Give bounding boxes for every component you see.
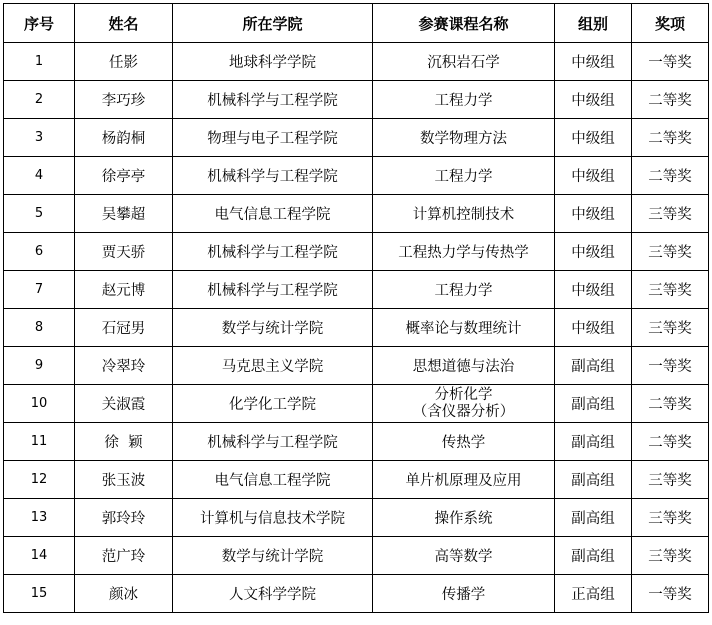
cell-course: 高等数学 [373,537,555,575]
cell-index: 14 [4,537,75,575]
cell-course: 传播学 [373,575,555,613]
cell-course: 概率论与数理统计 [373,309,555,347]
cell-course: 工程力学 [373,271,555,309]
course-line: （含仪器分析） [412,403,515,420]
cell-award: 二等奖 [632,81,709,119]
table-row [4,157,709,195]
cell-course: 思想道德与法治 [373,347,555,385]
cell-course: 操作系统 [373,499,555,537]
cell-college: 地球科学学院 [173,43,373,81]
cell-award: 三等奖 [632,537,709,575]
table-row [4,537,709,575]
cell-index: 6 [4,233,75,271]
cell-group: 正高组 [555,575,632,613]
cell-index: 13 [4,499,75,537]
cell-index: 8 [4,309,75,347]
table-row [4,81,709,119]
cell-name: 石冠男 [75,309,173,347]
cell-college: 人文科学学院 [173,575,373,613]
table-row [4,233,709,271]
cell-course: 传热学 [373,423,555,461]
cell-index: 7 [4,271,75,309]
cell-award: 三等奖 [632,233,709,271]
awards-table-wrapper [3,3,709,613]
table-row [4,575,709,613]
cell-group: 中级组 [555,309,632,347]
table-row [4,423,709,461]
table-row [4,43,709,81]
cell-college: 机械科学与工程学院 [173,271,373,309]
cell-group: 中级组 [555,195,632,233]
cell-award: 三等奖 [632,499,709,537]
cell-index: 15 [4,575,75,613]
cell-award: 二等奖 [632,157,709,195]
table-row [4,499,709,537]
header-award: 奖项 [632,4,709,43]
cell-name: 吴攀超 [75,195,173,233]
cell-college: 机械科学与工程学院 [173,81,373,119]
cell-group: 副高组 [555,461,632,499]
cell-course: 工程力学 [373,157,555,195]
cell-college: 电气信息工程学院 [173,195,373,233]
cell-course: 工程热力学与传热学 [373,233,555,271]
cell-college: 电气信息工程学院 [173,461,373,499]
cell-course: 计算机控制技术 [373,195,555,233]
header-name: 姓名 [75,4,173,43]
cell-name: 杨韵桐 [75,119,173,157]
cell-group: 中级组 [555,43,632,81]
cell-award: 二等奖 [632,119,709,157]
cell-college: 机械科学与工程学院 [173,233,373,271]
table-row [4,309,709,347]
cell-group: 副高组 [555,347,632,385]
cell-index: 9 [4,347,75,385]
cell-award: 一等奖 [632,43,709,81]
cell-group: 副高组 [555,385,632,423]
cell-index: 12 [4,461,75,499]
awards-table [3,3,709,613]
cell-award: 一等奖 [632,347,709,385]
cell-name: 徐亭亭 [75,157,173,195]
cell-college: 计算机与信息技术学院 [173,499,373,537]
cell-college: 机械科学与工程学院 [173,423,373,461]
cell-group: 中级组 [555,157,632,195]
cell-college: 化学化工学院 [173,385,373,423]
table-row [4,195,709,233]
cell-group: 副高组 [555,423,632,461]
cell-group: 中级组 [555,233,632,271]
table-row [4,385,709,423]
cell-course [373,385,555,423]
cell-name: 李巧珍 [75,81,173,119]
cell-name: 赵元博 [75,271,173,309]
cell-index: 1 [4,43,75,81]
cell-name: 贾天骄 [75,233,173,271]
cell-group: 中级组 [555,81,632,119]
cell-group: 副高组 [555,499,632,537]
cell-award: 一等奖 [632,575,709,613]
cell-name: 关淑霞 [75,385,173,423]
cell-index: 10 [4,385,75,423]
header-course: 参赛课程名称 [373,4,555,43]
cell-award: 三等奖 [632,461,709,499]
cell-name: 范广玲 [75,537,173,575]
cell-award: 二等奖 [632,423,709,461]
cell-college: 物理与电子工程学院 [173,119,373,157]
cell-group: 中级组 [555,271,632,309]
cell-name: 郭玲玲 [75,499,173,537]
cell-name: 任影 [75,43,173,81]
header-index: 序号 [4,4,75,43]
cell-college: 马克思主义学院 [173,347,373,385]
header-group: 组别 [555,4,632,43]
cell-college: 机械科学与工程学院 [173,157,373,195]
cell-award: 二等奖 [632,385,709,423]
cell-index: 5 [4,195,75,233]
cell-course: 单片机原理及应用 [373,461,555,499]
cell-group: 中级组 [555,119,632,157]
cell-index: 11 [4,423,75,461]
header-row [4,4,709,43]
cell-course: 数学物理方法 [373,119,555,157]
cell-index: 3 [4,119,75,157]
cell-group: 副高组 [555,537,632,575]
cell-index: 2 [4,81,75,119]
cell-name: 张玉波 [75,461,173,499]
table-row [4,119,709,157]
table-row [4,271,709,309]
cell-name: 冷翠玲 [75,347,173,385]
cell-index: 4 [4,157,75,195]
cell-course: 沉积岩石学 [373,43,555,81]
header-college: 所在学院 [173,4,373,43]
cell-college: 数学与统计学院 [173,537,373,575]
cell-award: 三等奖 [632,271,709,309]
cell-award: 三等奖 [632,195,709,233]
cell-award: 三等奖 [632,309,709,347]
cell-college: 数学与统计学院 [173,309,373,347]
cell-course: 工程力学 [373,81,555,119]
cell-name: 徐 颖 [75,423,173,461]
course-line: 分析化学 [434,386,493,403]
table-row [4,461,709,499]
cell-name: 颜冰 [75,575,173,613]
table-row [4,347,709,385]
